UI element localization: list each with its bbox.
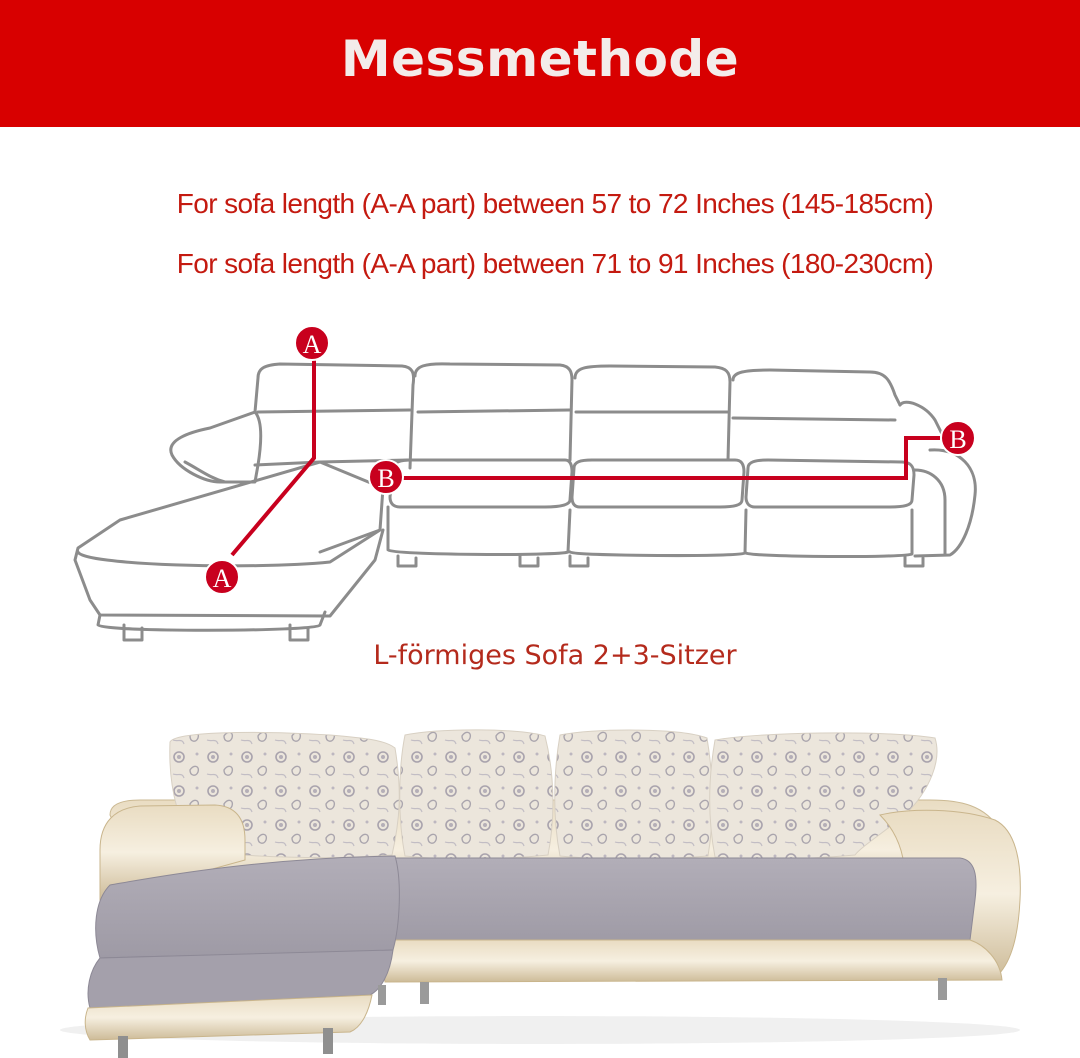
sofa-caption: L-förmiges Sofa 2+3-Sitzer (373, 640, 737, 671)
spec-line-1: For sofa length (A-A part) between 57 to 72 Inches (145-185cm) (176, 188, 934, 219)
marker-a-top-icon (295, 326, 329, 360)
marker-b-left-label: B (377, 464, 395, 493)
sofa-line-drawing (0, 300, 1080, 645)
spec-line-2: For sofa length (A-A part) between 71 to 91 Inches (180-230cm) (176, 248, 934, 279)
marker-a-top-label: A (302, 330, 322, 359)
marker-b-right-label: B (949, 425, 967, 454)
page-title: Messmethode (340, 30, 740, 88)
marker-b-left-icon (369, 460, 403, 494)
marker-b-right-icon (941, 421, 975, 455)
marker-a-bottom-icon (205, 560, 239, 594)
marker-a-bottom-label: A (212, 564, 232, 593)
sofa-photo (0, 700, 1080, 1058)
